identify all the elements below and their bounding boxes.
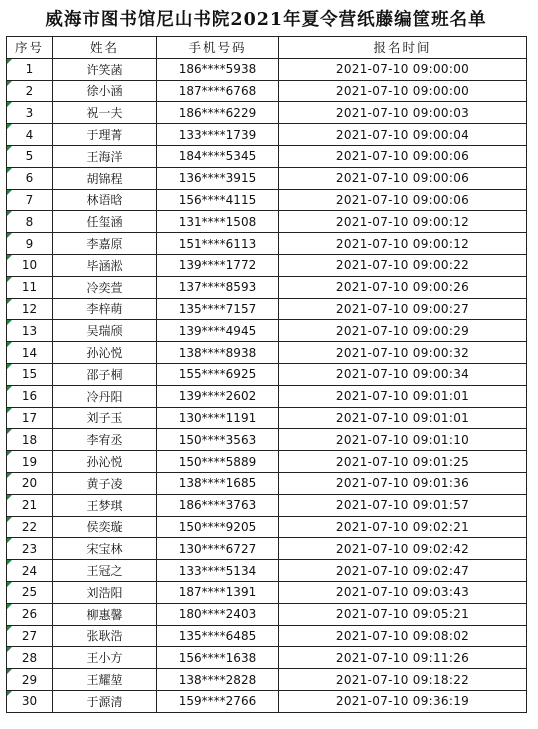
cell-index[interactable]: 24 [7, 560, 53, 582]
cell-index[interactable]: 14 [7, 342, 53, 364]
cell-time[interactable]: 2021-07-10 09:00:26 [279, 276, 527, 298]
cell-time[interactable]: 2021-07-10 09:18:22 [279, 669, 527, 691]
table-row [7, 189, 527, 211]
cell-time[interactable]: 2021-07-10 09:00:27 [279, 298, 527, 320]
table-row [7, 58, 527, 80]
cell-phone[interactable]: 139****4945 [157, 320, 279, 342]
cell-index[interactable]: 22 [7, 516, 53, 538]
cell-index[interactable]: 21 [7, 494, 53, 516]
table-row [7, 124, 527, 146]
cell-phone[interactable]: 138****8938 [157, 342, 279, 364]
table-row [7, 690, 527, 712]
table-body [7, 58, 527, 712]
cell-index[interactable]: 15 [7, 363, 53, 385]
cell-time[interactable]: 2021-07-10 09:01:25 [279, 451, 527, 473]
cell-name[interactable]: 徐小涵 [53, 80, 157, 102]
cell-index[interactable]: 4 [7, 124, 53, 146]
cell-name[interactable]: 王小方 [53, 647, 157, 669]
cell-phone[interactable]: 138****2828 [157, 669, 279, 691]
cell-phone[interactable]: 159****2766 [157, 690, 279, 712]
cell-time[interactable]: 2021-07-10 09:00:06 [279, 145, 527, 167]
cell-time[interactable]: 2021-07-10 09:01:01 [279, 385, 527, 407]
table-row [7, 603, 527, 625]
cell-phone[interactable]: 136****3915 [157, 167, 279, 189]
cell-phone[interactable]: 187****6768 [157, 80, 279, 102]
cell-index[interactable]: 10 [7, 254, 53, 276]
cell-index[interactable]: 17 [7, 407, 53, 429]
cell-index[interactable]: 8 [7, 211, 53, 233]
cell-name[interactable]: 邵子桐 [53, 363, 157, 385]
table-row [7, 647, 527, 669]
table-row [7, 494, 527, 516]
cell-name[interactable]: 王冠之 [53, 560, 157, 582]
cell-index[interactable]: 29 [7, 669, 53, 691]
cell-name[interactable]: 张耿浩 [53, 625, 157, 647]
cell-index[interactable]: 16 [7, 385, 53, 407]
cell-time[interactable]: 2021-07-10 09:00:34 [279, 363, 527, 385]
table-row [7, 538, 527, 560]
table-row [7, 472, 527, 494]
cell-time[interactable]: 2021-07-10 09:36:19 [279, 690, 527, 712]
table-row [7, 254, 527, 276]
cell-phone[interactable]: 155****6925 [157, 363, 279, 385]
cell-phone[interactable]: 150****3563 [157, 429, 279, 451]
cell-time[interactable]: 2021-07-10 09:00:03 [279, 102, 527, 124]
table-row [7, 233, 527, 255]
cell-time[interactable]: 2021-07-10 09:03:43 [279, 581, 527, 603]
cell-index[interactable]: 11 [7, 276, 53, 298]
table-row [7, 407, 527, 429]
table-row [7, 80, 527, 102]
cell-name[interactable]: 李宥丞 [53, 429, 157, 451]
cell-index[interactable]: 13 [7, 320, 53, 342]
cell-name[interactable]: 刘子玉 [53, 407, 157, 429]
cell-index[interactable]: 27 [7, 625, 53, 647]
cell-name[interactable]: 孙沁悦 [53, 451, 157, 473]
cell-index[interactable]: 7 [7, 189, 53, 211]
cell-time[interactable]: 2021-07-10 09:00:22 [279, 254, 527, 276]
cell-index[interactable]: 12 [7, 298, 53, 320]
cell-time[interactable]: 2021-07-10 09:00:04 [279, 124, 527, 146]
cell-time[interactable]: 2021-07-10 09:11:26 [279, 647, 527, 669]
table-row [7, 298, 527, 320]
cell-time[interactable]: 2021-07-10 09:00:06 [279, 167, 527, 189]
cell-phone[interactable]: 187****1391 [157, 581, 279, 603]
cell-name[interactable]: 侯奕璇 [53, 516, 157, 538]
cell-phone[interactable]: 151****6113 [157, 233, 279, 255]
cell-name[interactable]: 林语晗 [53, 189, 157, 211]
cell-time[interactable]: 2021-07-10 09:01:57 [279, 494, 527, 516]
sheet-title: 威海市图书馆尼山书院2021年夏令营纸藤编筐班名单 [45, 10, 487, 30]
table-row [7, 560, 527, 582]
cell-time[interactable]: 2021-07-10 09:08:02 [279, 625, 527, 647]
cell-name[interactable]: 孙沁悦 [53, 342, 157, 364]
cell-name[interactable]: 柳惠馨 [53, 603, 157, 625]
cell-index[interactable]: 20 [7, 472, 53, 494]
cell-time[interactable]: 2021-07-10 09:00:00 [279, 80, 527, 102]
cell-time[interactable]: 2021-07-10 09:00:32 [279, 342, 527, 364]
table-row [7, 211, 527, 233]
cell-name[interactable]: 王梦琪 [53, 494, 157, 516]
spreadsheet [6, 4, 526, 713]
cell-index[interactable]: 30 [7, 690, 53, 712]
cell-phone[interactable]: 150****9205 [157, 516, 279, 538]
cell-index[interactable]: 19 [7, 451, 53, 473]
table-row [7, 167, 527, 189]
cell-phone[interactable]: 131****1508 [157, 211, 279, 233]
cell-phone[interactable]: 138****1685 [157, 472, 279, 494]
cell-time[interactable]: 2021-07-10 09:00:00 [279, 58, 527, 80]
cell-time[interactable]: 2021-07-10 09:01:01 [279, 407, 527, 429]
cell-time[interactable]: 2021-07-10 09:00:12 [279, 233, 527, 255]
cell-name[interactable]: 任玺涵 [53, 211, 157, 233]
cell-phone[interactable]: 180****2403 [157, 603, 279, 625]
cell-phone[interactable]: 135****6485 [157, 625, 279, 647]
cell-phone[interactable]: 133****1739 [157, 124, 279, 146]
cell-phone[interactable]: 137****8593 [157, 276, 279, 298]
cell-name[interactable]: 许笑菡 [53, 58, 157, 80]
cell-time[interactable]: 2021-07-10 09:01:10 [279, 429, 527, 451]
table-row [7, 581, 527, 603]
header-index[interactable]: 序号 [7, 37, 53, 59]
cell-phone[interactable]: 156****1638 [157, 647, 279, 669]
roster-table [6, 36, 527, 713]
cell-index[interactable]: 3 [7, 102, 53, 124]
cell-index[interactable]: 1 [7, 58, 53, 80]
cell-phone[interactable]: 184****5345 [157, 145, 279, 167]
header-phone[interactable]: 手机号码 [157, 37, 279, 59]
cell-index[interactable]: 6 [7, 167, 53, 189]
cell-phone[interactable]: 139****1772 [157, 254, 279, 276]
cell-name[interactable]: 宋宝林 [53, 538, 157, 560]
cell-phone[interactable]: 156****4115 [157, 189, 279, 211]
table-row [7, 145, 527, 167]
table-row [7, 669, 527, 691]
cell-phone[interactable]: 186****3763 [157, 494, 279, 516]
cell-name[interactable]: 胡锦程 [53, 167, 157, 189]
cell-phone[interactable]: 135****7157 [157, 298, 279, 320]
cell-name[interactable]: 吴瑞颀 [53, 320, 157, 342]
cell-time[interactable]: 2021-07-10 09:02:47 [279, 560, 527, 582]
cell-index[interactable]: 26 [7, 603, 53, 625]
cell-name[interactable]: 冷奕萱 [53, 276, 157, 298]
cell-phone[interactable]: 139****2602 [157, 385, 279, 407]
cell-time[interactable]: 2021-07-10 09:00:06 [279, 189, 527, 211]
cell-name[interactable]: 王海洋 [53, 145, 157, 167]
cell-name[interactable]: 祝一夫 [53, 102, 157, 124]
table-row [7, 276, 527, 298]
cell-index[interactable]: 23 [7, 538, 53, 560]
cell-index[interactable]: 25 [7, 581, 53, 603]
table-row [7, 385, 527, 407]
table-row [7, 516, 527, 538]
cell-phone[interactable]: 186****6229 [157, 102, 279, 124]
cell-time[interactable]: 2021-07-10 09:02:42 [279, 538, 527, 560]
cell-name[interactable]: 冷丹阳 [53, 385, 157, 407]
header-row [7, 37, 527, 59]
cell-name[interactable]: 李嘉原 [53, 233, 157, 255]
header-time[interactable]: 报名时间 [279, 37, 527, 59]
cell-phone[interactable]: 130****1191 [157, 407, 279, 429]
table-row [7, 625, 527, 647]
cell-name[interactable]: 黄子凌 [53, 472, 157, 494]
cell-time[interactable]: 2021-07-10 09:01:36 [279, 472, 527, 494]
cell-time[interactable]: 2021-07-10 09:05:21 [279, 603, 527, 625]
cell-name[interactable]: 毕涵淞 [53, 254, 157, 276]
cell-name[interactable]: 刘浩阳 [53, 581, 157, 603]
cell-phone[interactable]: 133****5134 [157, 560, 279, 582]
cell-index[interactable]: 5 [7, 145, 53, 167]
table-row [7, 320, 527, 342]
table-row [7, 451, 527, 473]
table-row [7, 429, 527, 451]
table-row [7, 102, 527, 124]
cell-time[interactable]: 2021-07-10 09:00:29 [279, 320, 527, 342]
cell-name[interactable]: 于源清 [53, 690, 157, 712]
cell-phone[interactable]: 130****6727 [157, 538, 279, 560]
cell-index[interactable]: 28 [7, 647, 53, 669]
cell-index[interactable]: 18 [7, 429, 53, 451]
cell-index[interactable]: 2 [7, 80, 53, 102]
cell-index[interactable]: 9 [7, 233, 53, 255]
cell-name[interactable]: 于理菁 [53, 124, 157, 146]
cell-time[interactable]: 2021-07-10 09:02:21 [279, 516, 527, 538]
cell-time[interactable]: 2021-07-10 09:00:12 [279, 211, 527, 233]
table-row [7, 363, 527, 385]
cell-name[interactable]: 王耀堃 [53, 669, 157, 691]
cell-name[interactable]: 李梓萌 [53, 298, 157, 320]
header-name[interactable]: 姓名 [53, 37, 157, 59]
cell-phone[interactable]: 150****5889 [157, 451, 279, 473]
table-row [7, 342, 527, 364]
cell-phone[interactable]: 186****5938 [157, 58, 279, 80]
